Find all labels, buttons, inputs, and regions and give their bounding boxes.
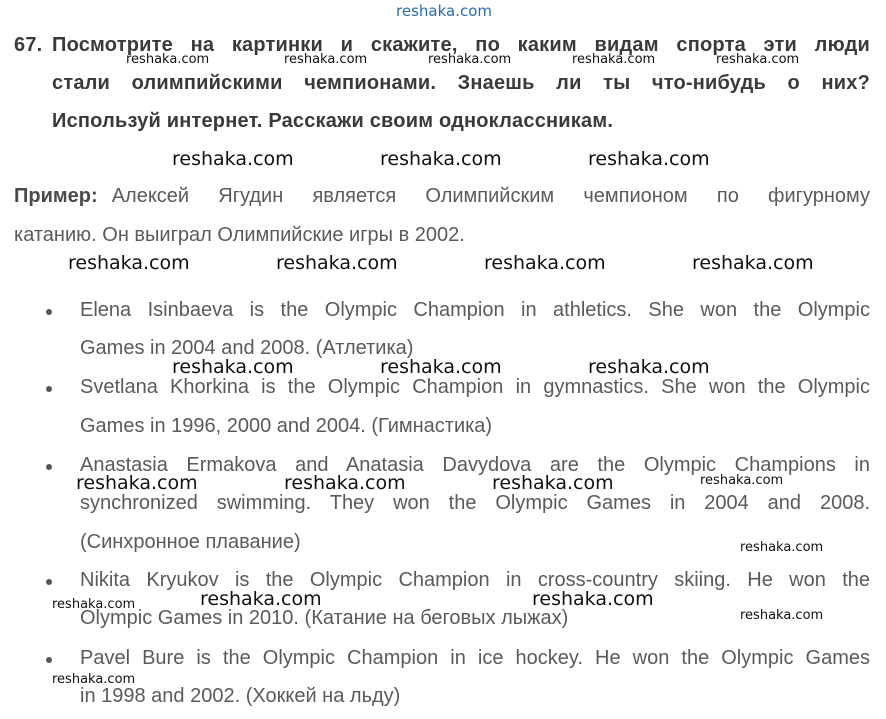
- watermark: reshaka.com: [126, 52, 210, 67]
- watermark: reshaka.com: [484, 252, 606, 274]
- watermark: reshaka.com: [52, 672, 136, 687]
- item-1-line-2: Games in 2004 and 2008. (Атлетика): [80, 337, 414, 359]
- watermark: reshaka.com: [700, 473, 784, 488]
- item-3-line-2: synchronized swimming. They won the Olympic Games in 2004 and 2008.: [80, 492, 870, 514]
- watermark-top: reshaka.com: [396, 2, 492, 20]
- watermark: reshaka.com: [200, 588, 322, 610]
- task-line-1: Посмотрите на картинки и скажите, по каким видам спорта эти люди: [52, 34, 870, 56]
- bullet-dot: [46, 657, 52, 663]
- watermark: reshaka.com: [284, 52, 368, 67]
- watermark: reshaka.com: [692, 252, 814, 274]
- watermark: reshaka.com: [52, 597, 136, 612]
- task-line-3: Используй интернет. Расскажи своим одноклассникам.: [52, 110, 614, 132]
- watermark: reshaka.com: [588, 148, 710, 170]
- example-text-1: Алексей Ягудин является Олимпийским чемпионом по фигурному: [111, 185, 870, 207]
- watermark: reshaka.com: [740, 608, 824, 623]
- item-5-line-1: Pavel Bure is the Olympic Champion in ice hockey. He won the Olympic Games: [80, 647, 870, 669]
- bullet-dot: [46, 579, 52, 585]
- bullet-dot: [46, 309, 52, 315]
- bullet-dot: [46, 386, 52, 392]
- item-3-line-3: (Синхронное плавание): [80, 531, 301, 553]
- watermark: reshaka.com: [588, 356, 710, 378]
- task-number: 67.: [14, 34, 43, 56]
- watermark: reshaka.com: [172, 356, 294, 378]
- watermark: reshaka.com: [380, 148, 502, 170]
- watermark: reshaka.com: [740, 540, 824, 555]
- task-line-2: стали олимпийскими чемпионами. Знаешь ли ты что-нибудь о них?: [52, 72, 870, 94]
- item-2-line-1: Svetlana Khorkina is the Olympic Champion in gymnastics. She won the Olympic: [80, 376, 870, 398]
- item-5-line-2: in 1998 and 2002. (Хоккей на льду): [80, 685, 401, 707]
- watermark: reshaka.com: [428, 52, 512, 67]
- item-2-line-2: Games in 1996, 2000 and 2004. (Гимнастика): [80, 415, 493, 437]
- watermark: reshaka.com: [492, 472, 614, 494]
- watermark: reshaka.com: [284, 472, 406, 494]
- example-line-2: катанию. Он выиграл Олимпийские игры в 2002.: [14, 224, 465, 246]
- watermark: reshaka.com: [572, 52, 656, 67]
- watermark: reshaka.com: [76, 472, 198, 494]
- example-line-1: [14, 185, 870, 208]
- watermark: reshaka.com: [380, 356, 502, 378]
- item-4-line-2: Olympic Games in 2010. (Катание на беговых лыжах): [80, 607, 569, 629]
- watermark: reshaka.com: [716, 52, 800, 67]
- item-1-line-1: Elena Isinbaeva is the Olympic Champion in athletics. She won the Olympic: [80, 299, 870, 321]
- watermark: reshaka.com: [172, 148, 294, 170]
- bullet-dot: [46, 464, 52, 470]
- watermark: reshaka.com: [276, 252, 398, 274]
- watermark: reshaka.com: [68, 252, 190, 274]
- item-4-line-1: Nikita Kryukov is the Olympic Champion in cross-country skiing. He won the: [80, 569, 870, 591]
- example-label: Пример:: [14, 185, 98, 207]
- watermark: reshaka.com: [532, 588, 654, 610]
- item-3-line-1: Anastasia Ermakova and Anatasia Davydova are the Olympic Champions in: [80, 454, 870, 476]
